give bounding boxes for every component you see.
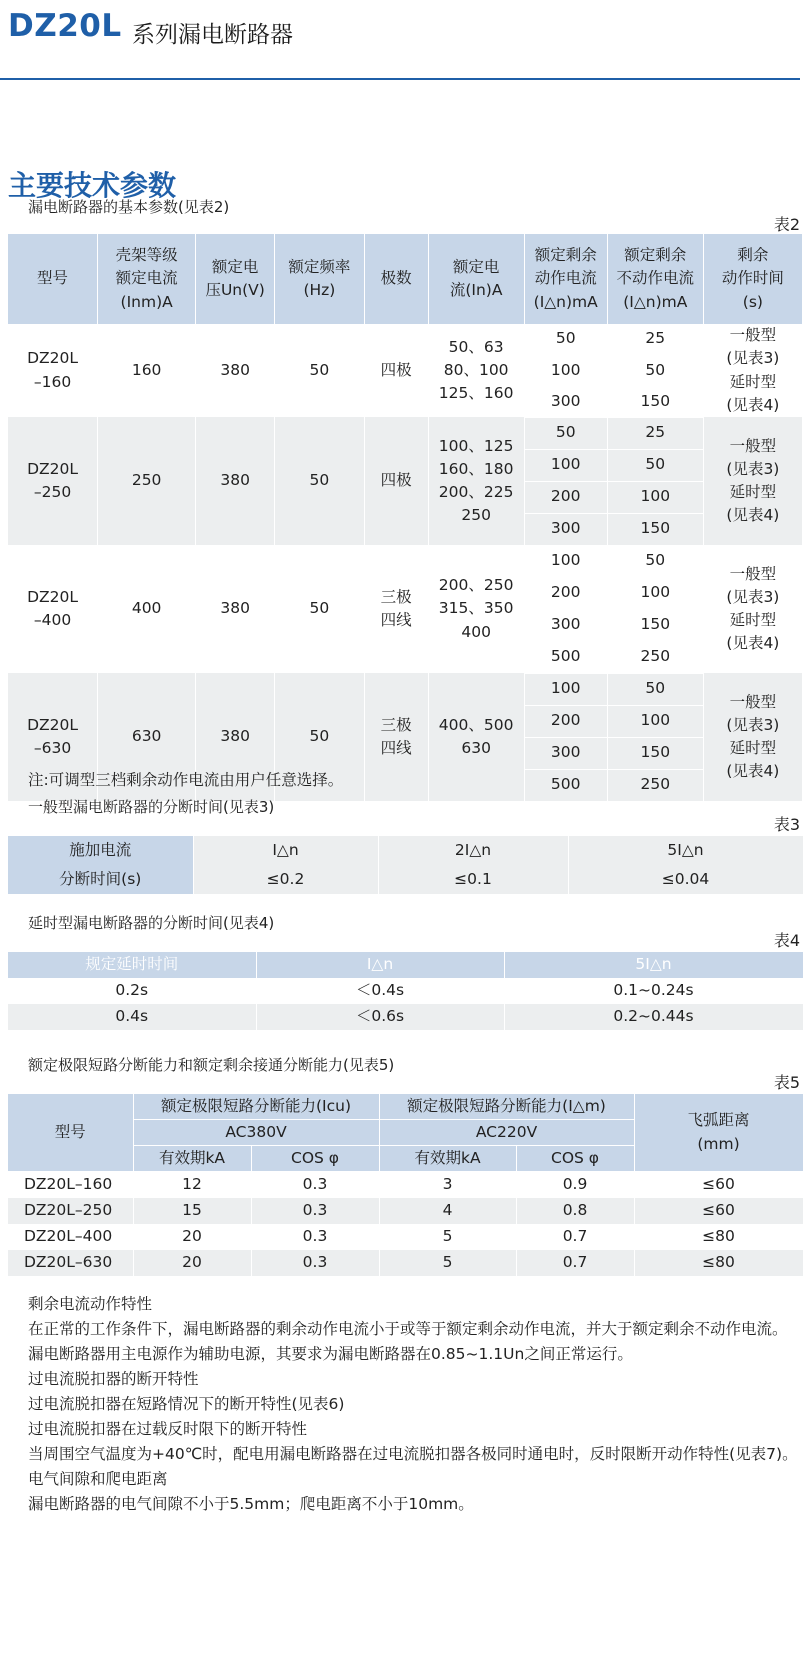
t2-model-cell — [8, 324, 98, 417]
t2-header-line: (s) — [742, 292, 763, 311]
t2-current-line: 630 — [461, 739, 491, 757]
t2-frame-cell: 630 — [98, 673, 196, 801]
t3-cell: 5I△n — [568, 836, 803, 865]
t3-cell: ≤0.1 — [378, 865, 568, 894]
t5-cell: DZ20L–160 — [8, 1172, 133, 1199]
t2-nonop-cell: 50 — [607, 355, 703, 386]
t5-cell: 5 — [379, 1250, 516, 1276]
t4-cell: 0.1~0.24s — [504, 978, 803, 1004]
table3-caption: 一般型漏电断路器的分断时间(见表3) — [28, 798, 275, 816]
t2-freq-cell: 50 — [275, 417, 365, 545]
t2-residual-cell: 500 — [524, 769, 607, 801]
t4-cell: 0.2s — [8, 978, 256, 1004]
t2-current-line: 160、180 — [438, 459, 514, 478]
t2-voltage-cell: 380 — [196, 545, 275, 673]
table3-label: 表3 — [773, 815, 800, 834]
t5-header-sub: 有效期kA — [379, 1146, 516, 1172]
table2-label: 表2 — [773, 215, 800, 234]
t2-time-line: 延时型 — [729, 372, 777, 391]
t2-residual-cell: 100 — [524, 673, 607, 705]
t2-time-line: 一般型 — [729, 326, 777, 344]
t5-header-sub: COS φ — [251, 1146, 379, 1172]
t5-header-v2: AC220V — [379, 1120, 634, 1146]
t2-current-cell — [428, 673, 524, 801]
t5-cell: ≤60 — [634, 1198, 803, 1224]
t2-header-cell — [607, 234, 703, 324]
t2-header-line: 额定电 — [211, 257, 259, 276]
table4-caption: 延时型漏电断路器的分断时间(见表4) — [28, 914, 275, 932]
table-row — [8, 673, 803, 705]
t2-header-line: (Inm)A — [120, 292, 173, 311]
t2-time-line: 一般型 — [729, 436, 777, 455]
t5-header-v1: AC380V — [133, 1120, 379, 1146]
t2-freq-cell: 50 — [275, 673, 365, 801]
t2-time-line: 延时型 — [729, 611, 777, 629]
t2-time-line: 一般型 — [729, 564, 777, 583]
t2-poles-cell — [364, 545, 428, 673]
t5-header-arc — [634, 1094, 803, 1172]
paragraph-line: 电气间隙和爬电距离 — [28, 1470, 168, 1488]
table4-label: 表4 — [773, 931, 800, 950]
t2-voltage-cell: 380 — [196, 673, 275, 801]
table4 — [8, 952, 804, 1030]
t2-header-cell — [196, 234, 275, 324]
t2-model-line: DZ20L — [27, 349, 78, 368]
table3 — [8, 836, 804, 894]
t2-residual-cell: 50 — [524, 324, 607, 355]
t2-time-cell — [703, 545, 802, 673]
table-row — [8, 545, 803, 577]
t2-model-cell — [8, 417, 98, 545]
t5-header-sub: 有效期kA — [133, 1146, 251, 1172]
t2-time-line: (见表3) — [726, 349, 780, 368]
t2-nonop-cell: 150 — [607, 513, 703, 545]
t2-nonop-cell: 150 — [607, 737, 703, 769]
t2-header-cell — [275, 234, 365, 324]
t2-header-line: 型号 — [37, 269, 69, 288]
t2-current-line: 200、250 — [438, 576, 514, 595]
t2-residual-cell: 200 — [524, 705, 607, 737]
t3-cell: 2I△n — [378, 836, 568, 865]
t2-poles-line: 三极 — [380, 587, 412, 606]
t2-model-line: DZ20L — [27, 459, 78, 478]
t2-residual-cell: 200 — [524, 577, 607, 609]
t5-cell: 0.3 — [251, 1172, 379, 1199]
t2-header-cell — [703, 234, 802, 324]
t5-cell: 20 — [133, 1224, 251, 1250]
t2-header-line: 不动作电流 — [616, 269, 695, 288]
t2-time-line: (见表4) — [726, 506, 780, 525]
t5-cell: DZ20L–400 — [8, 1224, 133, 1250]
t5-cell: ≤60 — [634, 1172, 803, 1199]
t2-current-cell — [428, 324, 524, 417]
t5-cell: DZ20L–250 — [8, 1198, 133, 1224]
t5-cell: 0.9 — [516, 1172, 634, 1199]
t2-time-line: 延时型 — [729, 483, 777, 501]
table5-label: 表5 — [773, 1073, 800, 1092]
section-title: 主要技术参数 — [8, 169, 177, 202]
table-row — [8, 1224, 803, 1250]
table2-note: 注:可调型三档剩余动作电流由用户任意选择。 — [28, 771, 344, 789]
t2-current-cell — [428, 545, 524, 673]
t5-cell: 12 — [133, 1172, 251, 1199]
t2-nonop-cell: 25 — [607, 324, 703, 355]
t5-cell: ≤80 — [634, 1224, 803, 1250]
t2-nonop-cell: 150 — [607, 386, 703, 417]
t2-header-line: (Hz) — [303, 281, 336, 299]
t2-nonop-cell: 100 — [607, 577, 703, 609]
t5-cell: 0.3 — [251, 1198, 379, 1224]
paragraph-line: 过电流脱扣器的断开特性 — [28, 1370, 199, 1388]
t4-cell: 0.2~0.44s — [504, 1004, 803, 1030]
header-divider — [0, 78, 800, 80]
t2-time-cell — [703, 324, 802, 417]
t5-header-icu: 额定极限短路分断能力(Icu) — [133, 1094, 379, 1120]
table-row — [8, 324, 803, 355]
t3-cell: ≤0.04 — [568, 865, 803, 894]
t2-current-line: 315、350 — [438, 599, 514, 618]
t2-header-line: 极数 — [380, 269, 412, 288]
t2-model-cell — [8, 545, 98, 673]
t2-frame-cell: 250 — [98, 417, 196, 545]
t2-header-line: 额定频率 — [288, 257, 351, 276]
t2-current-line: 400、500 — [438, 715, 514, 734]
t5-header-model: 型号 — [8, 1094, 133, 1172]
t5-header-arc-line: 飞弧距离 — [687, 1111, 750, 1130]
t4-header-cell: 规定延时时间 — [8, 952, 256, 978]
t2-time-line: (见表4) — [726, 762, 780, 781]
t2-poles-line: 四极 — [380, 471, 412, 490]
t2-poles-line: 四极 — [380, 360, 412, 379]
table2 — [8, 234, 803, 802]
t4-header-cell: 5I△n — [504, 952, 803, 978]
t2-current-line: 50、63 — [448, 337, 504, 356]
t2-freq-cell: 50 — [275, 545, 365, 673]
t2-poles-line: 四线 — [380, 611, 412, 629]
t5-cell: 0.3 — [251, 1224, 379, 1250]
t2-header-line: 额定剩余 — [624, 246, 687, 265]
t2-header-cell — [364, 234, 428, 324]
t2-residual-cell: 300 — [524, 737, 607, 769]
table-row — [8, 1250, 803, 1276]
t2-poles-cell — [364, 417, 428, 545]
t2-header-cell — [98, 234, 196, 324]
table-row — [8, 836, 803, 865]
t2-residual-cell: 300 — [524, 513, 607, 545]
characteristics-text — [28, 1292, 798, 1517]
t2-header-line: 额定电流 — [115, 269, 178, 288]
t2-header-line: 动作电流 — [534, 269, 597, 288]
t2-header-line: 壳架等级 — [115, 246, 178, 265]
t2-model-line: –400 — [33, 611, 72, 629]
t2-model-line: –160 — [33, 372, 72, 391]
t5-cell: 15 — [133, 1198, 251, 1224]
t2-header-line: 剩余 — [737, 246, 769, 265]
t2-time-line: (见表3) — [726, 459, 780, 478]
t2-current-line: 100、125 — [438, 436, 514, 455]
t2-residual-cell: 100 — [524, 545, 607, 577]
t3-cell: I△n — [193, 836, 378, 865]
t2-model-line: –630 — [33, 739, 72, 757]
t2-frame-cell: 400 — [98, 545, 196, 673]
paragraph-line: 当周围空气温度为+40℃时，配电用漏电断路器在过电流脱扣器各极同时通电时，反时限断开动作特性(见表7)。 — [28, 1445, 798, 1463]
t2-model-line: –250 — [33, 483, 72, 501]
t5-header-sub: COS φ — [516, 1146, 634, 1172]
t2-poles-cell — [364, 324, 428, 417]
t2-nonop-cell: 50 — [607, 449, 703, 481]
t2-voltage-cell: 380 — [196, 417, 275, 545]
t2-model-line: DZ20L — [27, 587, 78, 606]
t2-time-line: (见表4) — [726, 634, 780, 653]
product-model: DZ20L — [8, 8, 122, 44]
t5-cell: DZ20L–630 — [8, 1250, 133, 1276]
table-row — [8, 1172, 803, 1199]
t4-cell: 0.4s — [8, 1004, 256, 1030]
t2-time-cell — [703, 673, 802, 801]
product-series: 系列漏电断路器 — [132, 22, 293, 48]
page-header — [0, 0, 810, 82]
t2-voltage-cell: 380 — [196, 324, 275, 417]
t5-cell: 0.8 — [516, 1198, 634, 1224]
t2-nonop-cell: 50 — [607, 545, 703, 577]
table-row — [8, 1198, 803, 1224]
t2-time-cell — [703, 417, 802, 545]
paragraph-line: 剩余电流动作特性 — [28, 1295, 153, 1313]
t2-residual-cell: 100 — [524, 355, 607, 386]
t2-time-line: 延时型 — [729, 739, 777, 757]
t2-header-line: (I△n)mA — [623, 292, 688, 311]
paragraph-line: 漏电断路器用主电源作为辅助电源，其要求为漏电断路器在0.85~1.1Un之间正常运行。 — [28, 1345, 633, 1363]
t2-poles-line: 三极 — [380, 715, 412, 734]
t2-time-line: (见表3) — [726, 587, 780, 606]
paragraph-line: 过电流脱扣器在过载反时限下的断开特性 — [28, 1420, 308, 1438]
t2-current-line: 400 — [461, 622, 491, 641]
t5-cell: 5 — [379, 1224, 516, 1250]
t2-residual-cell: 50 — [524, 417, 607, 449]
table-row — [8, 978, 803, 1004]
t2-poles-line: 四线 — [380, 739, 412, 757]
t2-current-line: 125、160 — [438, 384, 514, 403]
t2-nonop-cell: 25 — [607, 417, 703, 449]
t2-residual-cell: 500 — [524, 641, 607, 673]
t5-cell: 4 — [379, 1198, 516, 1224]
t5-cell: 0.7 — [516, 1250, 634, 1276]
paragraph-line: 在正常的工作条件下，漏电断路器的剩余动作电流小于或等于额定剩余动作电流，并大于额定剩余不动作电流。 — [28, 1320, 788, 1338]
t2-residual-cell: 200 — [524, 481, 607, 513]
t2-current-line: 250 — [461, 506, 491, 525]
t3-cell: 分断时间(s) — [8, 865, 193, 894]
t5-cell: 20 — [133, 1250, 251, 1276]
t2-residual-cell: 300 — [524, 609, 607, 641]
t2-frame-cell: 160 — [98, 324, 196, 417]
t3-cell: ≤0.2 — [193, 865, 378, 894]
paragraph-line: 过电流脱扣器在短路情况下的断开特性(见表6) — [28, 1395, 345, 1413]
t4-header-cell: I△n — [256, 952, 504, 978]
t2-header-cell — [8, 234, 98, 324]
t2-header-line: 额定剩余 — [534, 246, 597, 265]
t2-current-line: 200、225 — [438, 483, 514, 501]
t2-time-line: (见表3) — [726, 715, 780, 734]
t2-freq-cell: 50 — [275, 324, 365, 417]
t2-nonop-cell: 50 — [607, 673, 703, 705]
t2-current-cell — [428, 417, 524, 545]
t2-header-line: 流(In)A — [449, 281, 503, 299]
t2-header-cell — [524, 234, 607, 324]
t2-nonop-cell: 150 — [607, 609, 703, 641]
t5-cell: 0.7 — [516, 1224, 634, 1250]
t2-nonop-cell: 100 — [607, 705, 703, 737]
table-row — [8, 417, 803, 449]
t2-header-line: 压Un(V) — [205, 281, 265, 299]
table5 — [8, 1094, 804, 1276]
t2-time-line: 一般型 — [729, 692, 777, 711]
t4-cell: ＜0.4s — [256, 978, 504, 1004]
table-row — [8, 865, 803, 894]
t2-current-line: 80、100 — [443, 360, 509, 379]
t2-nonop-cell: 250 — [607, 769, 703, 801]
t2-nonop-cell: 100 — [607, 481, 703, 513]
t5-cell: 3 — [379, 1172, 516, 1199]
t2-header-cell — [428, 234, 524, 324]
t3-cell: 施加电流 — [8, 836, 193, 865]
t2-header-line: 动作时间 — [721, 269, 784, 288]
paragraph-line: 漏电断路器的电气间隙不小于5.5mm；爬电距离不小于10mm。 — [28, 1495, 474, 1513]
table2-caption: 漏电断路器的基本参数(见表2) — [28, 198, 230, 216]
table5-caption: 额定极限短路分断能力和额定剩余接通分断能力(见表5) — [28, 1056, 395, 1074]
t5-cell: ≤80 — [634, 1250, 803, 1276]
t2-poles-cell — [364, 673, 428, 801]
t2-model-line: DZ20L — [27, 715, 78, 734]
t5-cell: 0.3 — [251, 1250, 379, 1276]
t4-cell: ＜0.6s — [256, 1004, 504, 1030]
t2-time-line: (见表4) — [726, 395, 780, 414]
table-row — [8, 1004, 803, 1030]
t2-residual-cell: 300 — [524, 386, 607, 417]
t2-header-line: 额定电 — [452, 257, 500, 276]
t5-header-im: 额定极限短路分断能力(I△m) — [379, 1094, 634, 1120]
t2-nonop-cell: 250 — [607, 641, 703, 673]
t2-residual-cell: 100 — [524, 449, 607, 481]
t5-header-arc-line: (mm) — [697, 1134, 740, 1153]
t2-header-line: (I△n)mA — [533, 292, 598, 311]
